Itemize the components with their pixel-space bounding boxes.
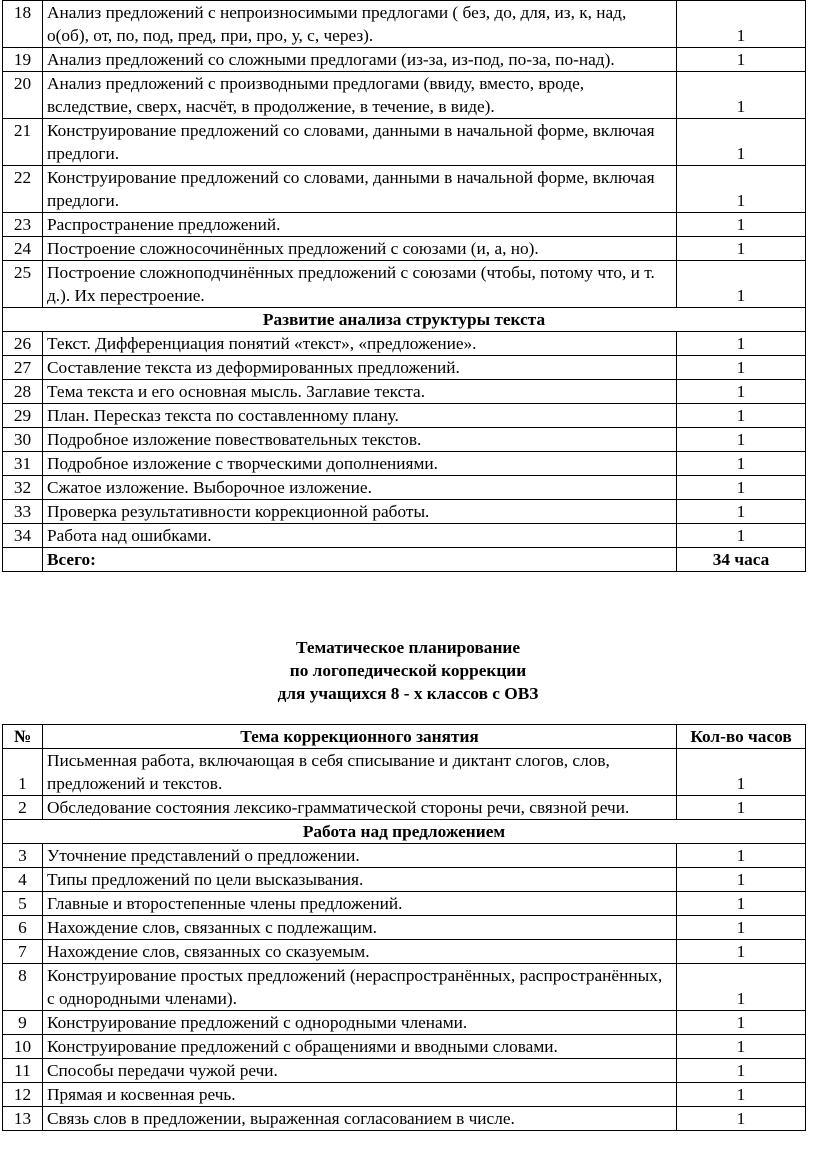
lesson-number: 27 (3, 356, 43, 380)
table-row (3, 72, 806, 119)
table-row (3, 844, 806, 868)
lesson-topic: Нахождение слов, связанных с подлежащим. (43, 916, 677, 940)
lesson-topic: Подробное изложение с творческими дополнениями. (43, 452, 677, 476)
table-row (3, 1083, 806, 1107)
lesson-hours: 1 (677, 964, 806, 1011)
lesson-topic: Конструирование предложений со словами, данными в начальной форме, включая предлоги. (43, 166, 677, 213)
table-row (3, 166, 806, 213)
table-row (3, 452, 806, 476)
lesson-hours: 1 (677, 380, 806, 404)
lesson-topic: Анализ предложений с непроизносимыми предлогами ( без, до, для, из, к, над, о(об), от, по, под, пред, при, про, у, с, через). (43, 1, 677, 48)
lesson-number: 29 (3, 404, 43, 428)
title-line-3: для учащихся 8 - х классов с ОВЗ (277, 684, 539, 703)
lesson-number: 5 (3, 892, 43, 916)
lesson-topic: Построение сложноподчинённых предложений с союзами (чтобы, потому что, и т. д.). Их перестроение. (43, 261, 677, 308)
lesson-topic: Подробное изложение повествовательных текстов. (43, 428, 677, 452)
lesson-topic: Работа над ошибками. (43, 524, 677, 548)
lesson-number: 19 (3, 48, 43, 72)
table-row (3, 796, 806, 820)
lesson-hours: 1 (677, 1011, 806, 1035)
lesson-hours: 1 (677, 404, 806, 428)
lesson-number: 25 (3, 261, 43, 308)
lesson-number: 18 (3, 1, 43, 48)
lesson-topic: План. Пересказ текста по составленному плану. (43, 404, 677, 428)
lesson-hours: 1 (677, 1107, 806, 1131)
table-row (3, 332, 806, 356)
table-row (3, 261, 806, 308)
lesson-number: 22 (3, 166, 43, 213)
lesson-hours: 1 (677, 1059, 806, 1083)
lesson-topic: Сжатое изложение. Выборочное изложение. (43, 476, 677, 500)
lesson-hours: 1 (677, 524, 806, 548)
lesson-number: 10 (3, 1035, 43, 1059)
table-row (3, 868, 806, 892)
lesson-hours: 1 (677, 332, 806, 356)
table-row (3, 380, 806, 404)
lesson-number: 31 (3, 452, 43, 476)
lesson-number: 34 (3, 524, 43, 548)
lesson-plan-table-continued (2, 0, 806, 572)
lesson-hours: 1 (677, 72, 806, 119)
lesson-topic: Конструирование простых предложений (нераспространённых, распространённых, с однородными членами). (43, 964, 677, 1011)
lesson-hours: 1 (677, 868, 806, 892)
lesson-topic: Связь слов в предложении, выраженная согласованием в числе. (43, 1107, 677, 1131)
table-row (3, 1, 806, 48)
lesson-number: 32 (3, 476, 43, 500)
column-header-topic: Тема коррекционного занятия (43, 725, 677, 749)
lesson-topic: Проверка результативности коррекционной работы. (43, 500, 677, 524)
lesson-number: 20 (3, 72, 43, 119)
lesson-topic: Конструирование предложений с обращениями и вводными словами. (43, 1035, 677, 1059)
table-header-row (3, 725, 806, 749)
lesson-topic: Конструирование предложений со словами, данными в начальной форме, включая предлоги. (43, 119, 677, 166)
lesson-hours: 1 (677, 500, 806, 524)
table-row (3, 428, 806, 452)
lesson-hours: 1 (677, 1035, 806, 1059)
lesson-number: 2 (3, 796, 43, 820)
title-line-2: по логопедической коррекции (289, 661, 527, 680)
empty-number-cell (3, 548, 43, 572)
table-row (3, 964, 806, 1011)
table-row (3, 1035, 806, 1059)
lesson-hours: 1 (677, 916, 806, 940)
table-row (3, 48, 806, 72)
lesson-number: 23 (3, 213, 43, 237)
table-row (3, 476, 806, 500)
lesson-number: 11 (3, 1059, 43, 1083)
lesson-hours: 1 (677, 844, 806, 868)
lesson-topic: Анализ предложений со сложными предлогами (из-за, из-под, по-за, по-над). (43, 48, 677, 72)
lesson-number: 12 (3, 1083, 43, 1107)
lesson-number: 8 (3, 964, 43, 1011)
lesson-topic: Уточнение представлений о предложении. (43, 844, 677, 868)
column-header-hours: Кол-во часов (677, 725, 806, 749)
lesson-number: 24 (3, 237, 43, 261)
column-header-number: № (3, 725, 43, 749)
lesson-topic: Главные и второстепенные члены предложений. (43, 892, 677, 916)
lesson-hours: 1 (677, 213, 806, 237)
lesson-hours: 1 (677, 428, 806, 452)
lesson-hours: 1 (677, 166, 806, 213)
table-row (3, 356, 806, 380)
lesson-topic: Распространение предложений. (43, 213, 677, 237)
total-row (3, 548, 806, 572)
lesson-hours: 1 (677, 796, 806, 820)
table-row (3, 119, 806, 166)
lesson-hours: 1 (677, 356, 806, 380)
table-row (3, 213, 806, 237)
lesson-topic: Текст. Дифференциация понятий «текст», «предложение». (43, 332, 677, 356)
lesson-topic: Анализ предложений с производными предлогами (ввиду, вместо, вроде, вследствие, сверх, насчёт, в продолжение, в течение, в виде). (43, 72, 677, 119)
table-row (3, 892, 806, 916)
lesson-topic: Конструирование предложений с однородными членами. (43, 1011, 677, 1035)
lesson-hours: 1 (677, 1083, 806, 1107)
lesson-topic: Прямая и косвенная речь. (43, 1083, 677, 1107)
lesson-topic: Составление текста из деформированных предложений. (43, 356, 677, 380)
grade-8-plan-table (2, 724, 806, 1131)
title-line-1: Тематическое планирование (295, 638, 521, 657)
lesson-hours: 1 (677, 48, 806, 72)
lesson-hours: 1 (677, 1, 806, 48)
lesson-hours: 1 (677, 476, 806, 500)
lesson-number: 13 (3, 1107, 43, 1131)
lesson-topic: Обследование состояния лексико-грамматической стороны речи, связной речи. (43, 796, 677, 820)
section-heading: Развитие анализа структуры текста (3, 308, 806, 332)
lesson-topic: Построение сложносочинённых предложений с союзами (и, а, но). (43, 237, 677, 261)
table-row (3, 1011, 806, 1035)
table-row (3, 1059, 806, 1083)
total-label: Всего: (43, 548, 677, 572)
lesson-number: 6 (3, 916, 43, 940)
lesson-topic: Письменная работа, включающая в себя списывание и диктант слогов, слов, предложений и текстов. (43, 749, 677, 796)
lesson-hours: 1 (677, 892, 806, 916)
table-row (3, 749, 806, 796)
section-title (0, 636, 816, 705)
lesson-number: 26 (3, 332, 43, 356)
lesson-number: 3 (3, 844, 43, 868)
lesson-number: 21 (3, 119, 43, 166)
section-heading: Работа над предложением (3, 820, 806, 844)
table-row (3, 1107, 806, 1131)
lesson-plan-table-body (3, 1, 806, 572)
table-row (3, 237, 806, 261)
lesson-hours: 1 (677, 940, 806, 964)
lesson-number: 4 (3, 868, 43, 892)
table-row (3, 500, 806, 524)
lesson-topic: Нахождение слов, связанных со сказуемым. (43, 940, 677, 964)
table-row (3, 404, 806, 428)
grade-8-plan-table-body (3, 749, 806, 1131)
lesson-topic: Тема текста и его основная мысль. Заглавие текста. (43, 380, 677, 404)
lesson-number: 33 (3, 500, 43, 524)
lesson-topic: Способы передачи чужой речи. (43, 1059, 677, 1083)
lesson-hours: 1 (677, 261, 806, 308)
lesson-hours: 1 (677, 749, 806, 796)
lesson-number: 30 (3, 428, 43, 452)
table-row (3, 524, 806, 548)
lesson-hours: 1 (677, 237, 806, 261)
total-hours: 34 часа (677, 548, 806, 572)
lesson-hours: 1 (677, 452, 806, 476)
lesson-number: 28 (3, 380, 43, 404)
table-row (3, 916, 806, 940)
lesson-number: 7 (3, 940, 43, 964)
section-row (3, 308, 806, 332)
lesson-hours: 1 (677, 119, 806, 166)
lesson-number: 1 (3, 749, 43, 796)
section-row (3, 820, 806, 844)
lesson-topic: Типы предложений по цели высказывания. (43, 868, 677, 892)
table-row (3, 940, 806, 964)
lesson-number: 9 (3, 1011, 43, 1035)
